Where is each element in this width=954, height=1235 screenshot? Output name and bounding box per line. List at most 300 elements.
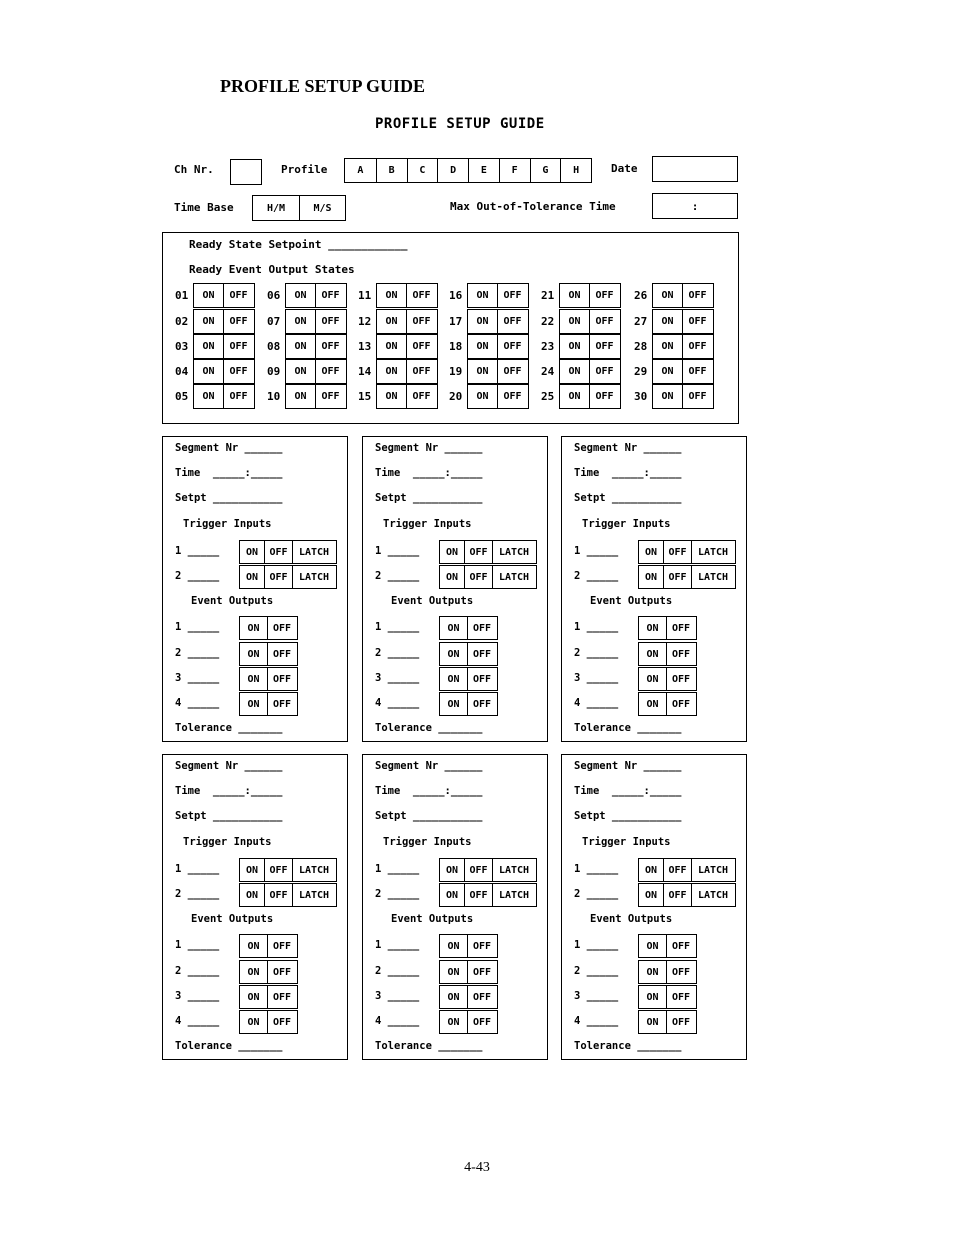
ready-channel-number: 05 xyxy=(175,390,189,403)
ready-output-off[interactable]: OFF xyxy=(497,360,527,383)
time-base-ms[interactable]: M/S xyxy=(299,196,345,220)
ready-output-off[interactable]: OFF xyxy=(682,284,712,307)
ready-channel-number: 24 xyxy=(541,365,555,378)
trigger-input-toggle-on[interactable]: ON xyxy=(245,571,259,583)
profile-option-h[interactable]: H xyxy=(560,159,591,182)
event-output-toggle-off[interactable]: OFF xyxy=(467,986,496,1008)
event-output-toggle-on[interactable]: ON xyxy=(247,1016,260,1028)
event-output-row-label: 1 _____ xyxy=(175,621,220,633)
ready-output-toggle xyxy=(559,359,621,384)
ready-output-off[interactable]: OFF xyxy=(406,335,436,358)
event-output-toggle xyxy=(239,692,298,716)
ready-output-toggle xyxy=(467,309,529,334)
ready-output-on[interactable]: ON xyxy=(202,391,215,402)
trigger-input-toggle xyxy=(439,565,537,589)
max-oot-label: Max Out-of-Tolerance Time xyxy=(450,200,616,213)
ready-channel-number: 13 xyxy=(358,340,372,353)
ready-output-toggle xyxy=(652,309,714,334)
event-output-row-label: 2 _____ xyxy=(175,647,220,659)
ready-output-on[interactable]: ON xyxy=(661,316,674,327)
event-output-toggle-off[interactable]: OFF xyxy=(467,643,496,665)
event-output-toggle xyxy=(638,1010,697,1034)
ready-output-on[interactable]: ON xyxy=(294,290,307,301)
ready-output-off[interactable]: OFF xyxy=(682,310,712,333)
event-output-row-label: 3 _____ xyxy=(574,990,619,1002)
event-output-toggle-off[interactable]: OFF xyxy=(467,935,496,957)
ready-output-toggle xyxy=(285,359,347,384)
ready-channel-number: 09 xyxy=(267,365,281,378)
event-output-toggle xyxy=(239,960,298,984)
event-output-toggle-off[interactable]: OFF xyxy=(267,986,296,1008)
event-output-toggle-on[interactable]: ON xyxy=(447,1016,460,1028)
trigger-input-toggle xyxy=(439,540,537,564)
trigger-input-row-label: 1 _____ xyxy=(574,863,619,875)
ready-output-off[interactable]: OFF xyxy=(223,360,253,383)
event-output-toggle xyxy=(239,616,298,640)
trigger-inputs-heading: Trigger Inputs xyxy=(582,518,671,530)
event-output-toggle-off[interactable]: OFF xyxy=(467,961,496,983)
ready-output-toggle xyxy=(559,309,621,334)
trigger-input-toggle-latch[interactable]: LATCH xyxy=(691,884,734,906)
ready-output-on[interactable]: ON xyxy=(476,290,489,301)
event-output-toggle-on[interactable]: ON xyxy=(646,1016,659,1028)
ready-output-toggle xyxy=(193,283,255,308)
event-output-toggle-on[interactable]: ON xyxy=(646,622,659,634)
trigger-input-toggle-off[interactable]: OFF xyxy=(464,859,492,881)
ready-output-on[interactable]: ON xyxy=(294,316,307,327)
profile-option-e[interactable]: E xyxy=(468,159,499,182)
segment-setpt-label: Setpt ___________ xyxy=(574,492,682,504)
trigger-input-toggle-latch[interactable]: LATCH xyxy=(492,884,535,906)
event-output-toggle-off[interactable]: OFF xyxy=(467,617,496,639)
event-output-toggle-off[interactable]: OFF xyxy=(666,693,695,715)
trigger-input-toggle-off[interactable]: OFF xyxy=(464,541,492,563)
ready-output-toggle xyxy=(467,334,529,359)
event-output-toggle-on[interactable]: ON xyxy=(247,940,260,952)
event-output-toggle-on[interactable]: ON xyxy=(247,648,260,660)
event-output-toggle xyxy=(638,642,697,666)
ready-output-off[interactable]: OFF xyxy=(682,385,712,408)
event-output-row-label: 3 _____ xyxy=(175,672,220,684)
ready-output-on[interactable]: ON xyxy=(661,391,674,402)
ready-channel-number: 27 xyxy=(634,315,648,328)
trigger-inputs-heading: Trigger Inputs xyxy=(183,836,272,848)
ready-output-off[interactable]: OFF xyxy=(315,335,345,358)
ready-channel-number: 20 xyxy=(449,390,463,403)
ready-output-off[interactable]: OFF xyxy=(497,310,527,333)
event-outputs-heading: Event Outputs xyxy=(391,595,474,607)
event-output-row-label: 2 _____ xyxy=(375,647,420,659)
trigger-input-toggle-on[interactable]: ON xyxy=(644,889,658,901)
trigger-input-toggle-on[interactable]: ON xyxy=(644,571,658,583)
event-output-toggle-on[interactable]: ON xyxy=(646,940,659,952)
event-output-toggle-off[interactable]: OFF xyxy=(267,961,296,983)
trigger-input-row-label: 1 _____ xyxy=(175,863,220,875)
event-output-toggle-off[interactable]: OFF xyxy=(267,935,296,957)
ready-channel-number: 22 xyxy=(541,315,555,328)
ready-output-off[interactable]: OFF xyxy=(589,385,619,408)
max-oot-field[interactable] xyxy=(652,193,738,219)
ready-output-off[interactable]: OFF xyxy=(589,335,619,358)
ready-output-on[interactable]: ON xyxy=(385,290,398,301)
form-title: PROFILE SETUP GUIDE xyxy=(375,116,545,132)
ready-output-off[interactable]: OFF xyxy=(223,335,253,358)
event-output-toggle-off[interactable]: OFF xyxy=(267,617,296,639)
ready-output-toggle xyxy=(285,309,347,334)
ready-output-on[interactable]: ON xyxy=(294,391,307,402)
ready-channel-number: 16 xyxy=(449,289,463,302)
ready-output-off[interactable]: OFF xyxy=(406,360,436,383)
event-output-toggle-on[interactable]: ON xyxy=(447,673,460,685)
event-outputs-heading: Event Outputs xyxy=(590,595,673,607)
ready-channel-number: 25 xyxy=(541,390,555,403)
segment-setpt-label: Setpt ___________ xyxy=(574,810,682,822)
trigger-input-row-label: 2 _____ xyxy=(175,570,220,582)
ready-channel-number: 29 xyxy=(634,365,648,378)
event-output-toggle-on[interactable]: ON xyxy=(646,648,659,660)
ready-output-on[interactable]: ON xyxy=(385,366,398,377)
ready-output-on[interactable]: ON xyxy=(202,366,215,377)
trigger-input-toggle-on[interactable]: ON xyxy=(445,571,459,583)
segment-tolerance-label: Tolerance _______ xyxy=(574,722,682,734)
trigger-input-toggle-off[interactable]: OFF xyxy=(264,859,292,881)
date-field[interactable] xyxy=(652,156,738,182)
ready-output-on[interactable]: ON xyxy=(202,290,215,301)
ready-output-toggle xyxy=(467,384,529,409)
event-output-row-label: 2 _____ xyxy=(574,965,619,977)
ready-channel-number: 02 xyxy=(175,315,189,328)
segment-tolerance-label: Tolerance _______ xyxy=(175,722,283,734)
event-output-row-label: 1 _____ xyxy=(375,939,420,951)
event-output-toggle-on[interactable]: ON xyxy=(646,966,659,978)
segment-tolerance-label: Tolerance _______ xyxy=(574,1040,682,1052)
event-output-toggle-off[interactable]: OFF xyxy=(467,693,496,715)
event-output-toggle xyxy=(439,1010,498,1034)
trigger-input-toggle-on[interactable]: ON xyxy=(445,864,459,876)
trigger-input-row-label: 1 _____ xyxy=(375,545,420,557)
trigger-input-toggle-on[interactable]: ON xyxy=(445,546,459,558)
segment-tolerance-label: Tolerance _______ xyxy=(375,1040,483,1052)
ready-output-on[interactable]: ON xyxy=(385,316,398,327)
event-output-row-label: 2 _____ xyxy=(574,647,619,659)
event-output-toggle xyxy=(638,692,697,716)
ready-output-on[interactable]: ON xyxy=(476,366,489,377)
profile-option-f[interactable]: F xyxy=(499,159,530,182)
time-base-hm[interactable]: H/M xyxy=(266,202,286,214)
event-output-toggle-on[interactable]: ON xyxy=(447,991,460,1003)
trigger-inputs-heading: Trigger Inputs xyxy=(383,836,472,848)
ready-output-off[interactable]: OFF xyxy=(315,284,345,307)
ready-output-toggle xyxy=(193,334,255,359)
segment-time-label: Time _____:_____ xyxy=(574,785,682,797)
trigger-input-toggle-on[interactable]: ON xyxy=(445,889,459,901)
event-output-row-label: 3 _____ xyxy=(375,672,420,684)
event-output-row-label: 3 _____ xyxy=(375,990,420,1002)
ready-output-toggle xyxy=(285,384,347,409)
segment-nr-label: Segment Nr ______ xyxy=(574,760,682,772)
trigger-input-row-label: 2 _____ xyxy=(175,888,220,900)
trigger-input-toggle-off[interactable]: OFF xyxy=(663,566,691,588)
trigger-input-toggle-off[interactable]: OFF xyxy=(264,566,292,588)
event-output-toggle xyxy=(239,667,298,691)
ready-output-off[interactable]: OFF xyxy=(223,310,253,333)
event-output-toggle-on[interactable]: ON xyxy=(447,940,460,952)
ready-output-off[interactable]: OFF xyxy=(497,385,527,408)
ready-output-toggle xyxy=(285,334,347,359)
ready-channel-number: 06 xyxy=(267,289,281,302)
event-output-toggle-off[interactable]: OFF xyxy=(467,1011,496,1033)
event-output-toggle-on[interactable]: ON xyxy=(447,966,460,978)
event-output-row-label: 1 _____ xyxy=(175,939,220,951)
profile-option-b[interactable]: B xyxy=(376,159,407,182)
ready-output-toggle xyxy=(467,283,529,308)
ready-output-on[interactable]: ON xyxy=(476,316,489,327)
trigger-input-toggle-latch[interactable]: LATCH xyxy=(691,859,734,881)
event-output-row-label: 4 _____ xyxy=(375,1015,420,1027)
trigger-input-toggle xyxy=(239,883,337,907)
event-output-toggle-off[interactable]: OFF xyxy=(666,986,695,1008)
segment-panel xyxy=(561,754,747,1060)
profile-option-c[interactable]: C xyxy=(407,159,438,182)
ready-output-off[interactable]: OFF xyxy=(589,310,619,333)
ready-channel-number: 17 xyxy=(449,315,463,328)
event-output-row-label: 4 _____ xyxy=(574,1015,619,1027)
trigger-input-toggle-off[interactable]: OFF xyxy=(464,884,492,906)
event-output-toggle-off[interactable]: OFF xyxy=(666,935,695,957)
ready-output-off[interactable]: OFF xyxy=(223,284,253,307)
ready-setpoint-label: Ready State Setpoint ____________ xyxy=(189,238,408,251)
event-output-toggle xyxy=(239,934,298,958)
trigger-input-toggle-on[interactable]: ON xyxy=(245,864,259,876)
ready-channel-number: 08 xyxy=(267,340,281,353)
event-output-row-label: 3 _____ xyxy=(574,672,619,684)
ready-output-on[interactable]: ON xyxy=(568,341,581,352)
ready-output-on[interactable]: ON xyxy=(568,316,581,327)
event-output-toggle-on[interactable]: ON xyxy=(447,622,460,634)
event-output-toggle-off[interactable]: OFF xyxy=(267,643,296,665)
event-output-toggle-on[interactable]: ON xyxy=(247,622,260,634)
segment-nr-label: Segment Nr ______ xyxy=(375,442,483,454)
segment-panel xyxy=(162,754,348,1060)
ready-output-on[interactable]: ON xyxy=(476,341,489,352)
ready-output-on[interactable]: ON xyxy=(568,290,581,301)
event-output-toggle-off[interactable]: OFF xyxy=(666,961,695,983)
trigger-input-toggle-on[interactable]: ON xyxy=(644,864,658,876)
ready-output-on[interactable]: ON xyxy=(294,341,307,352)
ready-channel-number: 18 xyxy=(449,340,463,353)
segment-setpt-label: Setpt ___________ xyxy=(175,810,283,822)
ready-output-off[interactable]: OFF xyxy=(682,360,712,383)
trigger-input-toggle-latch[interactable]: LATCH xyxy=(292,884,335,906)
trigger-input-row-label: 1 _____ xyxy=(574,545,619,557)
event-output-toggle-on[interactable]: ON xyxy=(247,673,260,685)
profile-option-g[interactable]: G xyxy=(530,159,561,182)
event-output-toggle-off[interactable]: OFF xyxy=(267,1011,296,1033)
ch-nr-field[interactable] xyxy=(230,159,262,185)
ready-output-on[interactable]: ON xyxy=(202,316,215,327)
event-output-toggle-on[interactable]: ON xyxy=(447,648,460,660)
ready-channel-number: 15 xyxy=(358,390,372,403)
trigger-input-toggle-off[interactable]: OFF xyxy=(663,541,691,563)
trigger-input-toggle xyxy=(439,883,537,907)
ready-output-toggle xyxy=(652,283,714,308)
event-output-toggle xyxy=(439,985,498,1009)
event-output-toggle xyxy=(439,692,498,716)
trigger-input-toggle-off[interactable]: OFF xyxy=(663,859,691,881)
event-output-row-label: 1 _____ xyxy=(375,621,420,633)
ready-output-off[interactable]: OFF xyxy=(406,284,436,307)
segment-nr-label: Segment Nr ______ xyxy=(375,760,483,772)
date-label: Date xyxy=(611,162,638,175)
ready-output-on[interactable]: ON xyxy=(568,391,581,402)
event-output-toggle-off[interactable]: OFF xyxy=(267,668,296,690)
profile-option-d[interactable]: D xyxy=(437,159,468,182)
trigger-input-row-label: 2 _____ xyxy=(574,570,619,582)
event-output-toggle-on[interactable]: ON xyxy=(646,991,659,1003)
ready-output-on[interactable]: ON xyxy=(661,341,674,352)
trigger-input-toggle-on[interactable]: ON xyxy=(245,889,259,901)
event-output-toggle-on[interactable]: ON xyxy=(646,673,659,685)
event-output-toggle-on[interactable]: ON xyxy=(247,698,260,710)
event-output-row-label: 2 _____ xyxy=(175,965,220,977)
ready-output-off[interactable]: OFF xyxy=(589,360,619,383)
ready-output-toggle xyxy=(376,384,438,409)
trigger-input-toggle xyxy=(638,883,736,907)
ready-output-off[interactable]: OFF xyxy=(589,284,619,307)
ready-output-on[interactable]: ON xyxy=(661,290,674,301)
trigger-inputs-heading: Trigger Inputs xyxy=(383,518,472,530)
profile-option-a[interactable]: A xyxy=(357,165,364,176)
event-output-toggle-off[interactable]: OFF xyxy=(666,1011,695,1033)
ready-output-on[interactable]: ON xyxy=(385,391,398,402)
event-output-toggle xyxy=(638,934,697,958)
ready-channel-number: 23 xyxy=(541,340,555,353)
segment-time-label: Time _____:_____ xyxy=(574,467,682,479)
trigger-input-toggle-latch[interactable]: LATCH xyxy=(292,541,335,563)
event-output-toggle-on[interactable]: ON xyxy=(646,698,659,710)
ready-output-off[interactable]: OFF xyxy=(497,284,527,307)
ready-output-toggle xyxy=(193,359,255,384)
trigger-input-row-label: 2 _____ xyxy=(574,888,619,900)
trigger-input-toggle-latch[interactable]: LATCH xyxy=(691,541,734,563)
segment-panel xyxy=(162,436,348,742)
trigger-input-toggle-on[interactable]: ON xyxy=(245,546,259,558)
profile-label: Profile xyxy=(281,163,328,176)
ready-output-off[interactable]: OFF xyxy=(406,310,436,333)
segment-panel xyxy=(561,436,747,742)
trigger-input-toggle-latch[interactable]: LATCH xyxy=(492,566,535,588)
trigger-input-toggle-on[interactable]: ON xyxy=(644,546,658,558)
time-base-selector xyxy=(252,195,346,221)
ready-output-off[interactable]: OFF xyxy=(315,385,345,408)
ready-outputs-label: Ready Event Output States xyxy=(189,263,355,276)
event-output-toggle xyxy=(638,616,697,640)
event-output-toggle-on[interactable]: ON xyxy=(247,991,260,1003)
ready-output-toggle xyxy=(559,384,621,409)
ready-output-on[interactable]: ON xyxy=(661,366,674,377)
event-output-toggle-off[interactable]: OFF xyxy=(267,693,296,715)
trigger-input-toggle-off[interactable]: OFF xyxy=(464,566,492,588)
event-outputs-heading: Event Outputs xyxy=(391,913,474,925)
ready-output-off[interactable]: OFF xyxy=(223,385,253,408)
ready-output-off[interactable]: OFF xyxy=(497,335,527,358)
ready-channel-number: 11 xyxy=(358,289,372,302)
event-output-toggle xyxy=(439,667,498,691)
event-output-toggle xyxy=(239,642,298,666)
ready-output-on[interactable]: ON xyxy=(202,341,215,352)
segment-panel xyxy=(362,436,548,742)
ready-output-off[interactable]: OFF xyxy=(315,360,345,383)
trigger-input-toggle-off[interactable]: OFF xyxy=(264,541,292,563)
event-output-toggle-off[interactable]: OFF xyxy=(666,643,695,665)
ready-channel-number: 10 xyxy=(267,390,281,403)
event-output-toggle xyxy=(439,960,498,984)
ready-channel-number: 01 xyxy=(175,289,189,302)
trigger-input-toggle-off[interactable]: OFF xyxy=(663,884,691,906)
segment-time-label: Time _____:_____ xyxy=(375,467,483,479)
trigger-input-toggle-latch[interactable]: LATCH xyxy=(292,859,335,881)
event-output-row-label: 1 _____ xyxy=(574,939,619,951)
event-output-row-label: 3 _____ xyxy=(175,990,220,1002)
trigger-input-toggle-latch[interactable]: LATCH xyxy=(691,566,734,588)
ready-output-on[interactable]: ON xyxy=(385,341,398,352)
event-output-toggle-on[interactable]: ON xyxy=(447,698,460,710)
ready-output-off[interactable]: OFF xyxy=(406,385,436,408)
page-number: 4-43 xyxy=(464,1160,490,1175)
ready-channel-number: 19 xyxy=(449,365,463,378)
ready-output-toggle xyxy=(376,359,438,384)
segment-nr-label: Segment Nr ______ xyxy=(175,760,283,772)
trigger-input-toggle-latch[interactable]: LATCH xyxy=(492,859,535,881)
ready-output-off[interactable]: OFF xyxy=(682,335,712,358)
event-output-toggle-off[interactable]: OFF xyxy=(467,668,496,690)
trigger-input-toggle xyxy=(638,565,736,589)
ready-output-on[interactable]: ON xyxy=(568,366,581,377)
segment-tolerance-label: Tolerance _______ xyxy=(375,722,483,734)
ready-channel-number: 26 xyxy=(634,289,648,302)
ready-channel-number: 12 xyxy=(358,315,372,328)
segment-time-label: Time _____:_____ xyxy=(175,467,283,479)
ready-output-toggle xyxy=(467,359,529,384)
ready-output-off[interactable]: OFF xyxy=(315,310,345,333)
ch-nr-label: Ch Nr. xyxy=(174,163,214,176)
event-output-toggle xyxy=(239,985,298,1009)
segment-time-label: Time _____:_____ xyxy=(175,785,283,797)
trigger-input-toggle-latch[interactable]: LATCH xyxy=(292,566,335,588)
ready-output-on[interactable]: ON xyxy=(476,391,489,402)
trigger-input-toggle xyxy=(638,858,736,882)
ready-output-toggle xyxy=(376,309,438,334)
trigger-input-row-label: 1 _____ xyxy=(175,545,220,557)
trigger-input-row-label: 1 _____ xyxy=(375,863,420,875)
trigger-input-toggle-off[interactable]: OFF xyxy=(264,884,292,906)
segment-setpt-label: Setpt ___________ xyxy=(175,492,283,504)
ready-channel-number: 14 xyxy=(358,365,372,378)
event-output-row-label: 4 _____ xyxy=(574,697,619,709)
trigger-input-toggle xyxy=(239,858,337,882)
event-output-toggle xyxy=(239,1010,298,1034)
event-output-toggle-off[interactable]: OFF xyxy=(666,617,695,639)
event-output-row-label: 4 _____ xyxy=(175,697,220,709)
ready-output-toggle xyxy=(559,283,621,308)
event-output-row-label: 2 _____ xyxy=(375,965,420,977)
event-output-toggle xyxy=(638,985,697,1009)
event-output-toggle-on[interactable]: ON xyxy=(247,966,260,978)
event-output-toggle-off[interactable]: OFF xyxy=(666,668,695,690)
ready-output-on[interactable]: ON xyxy=(294,366,307,377)
trigger-input-toggle-latch[interactable]: LATCH xyxy=(492,541,535,563)
segment-panel xyxy=(362,754,548,1060)
